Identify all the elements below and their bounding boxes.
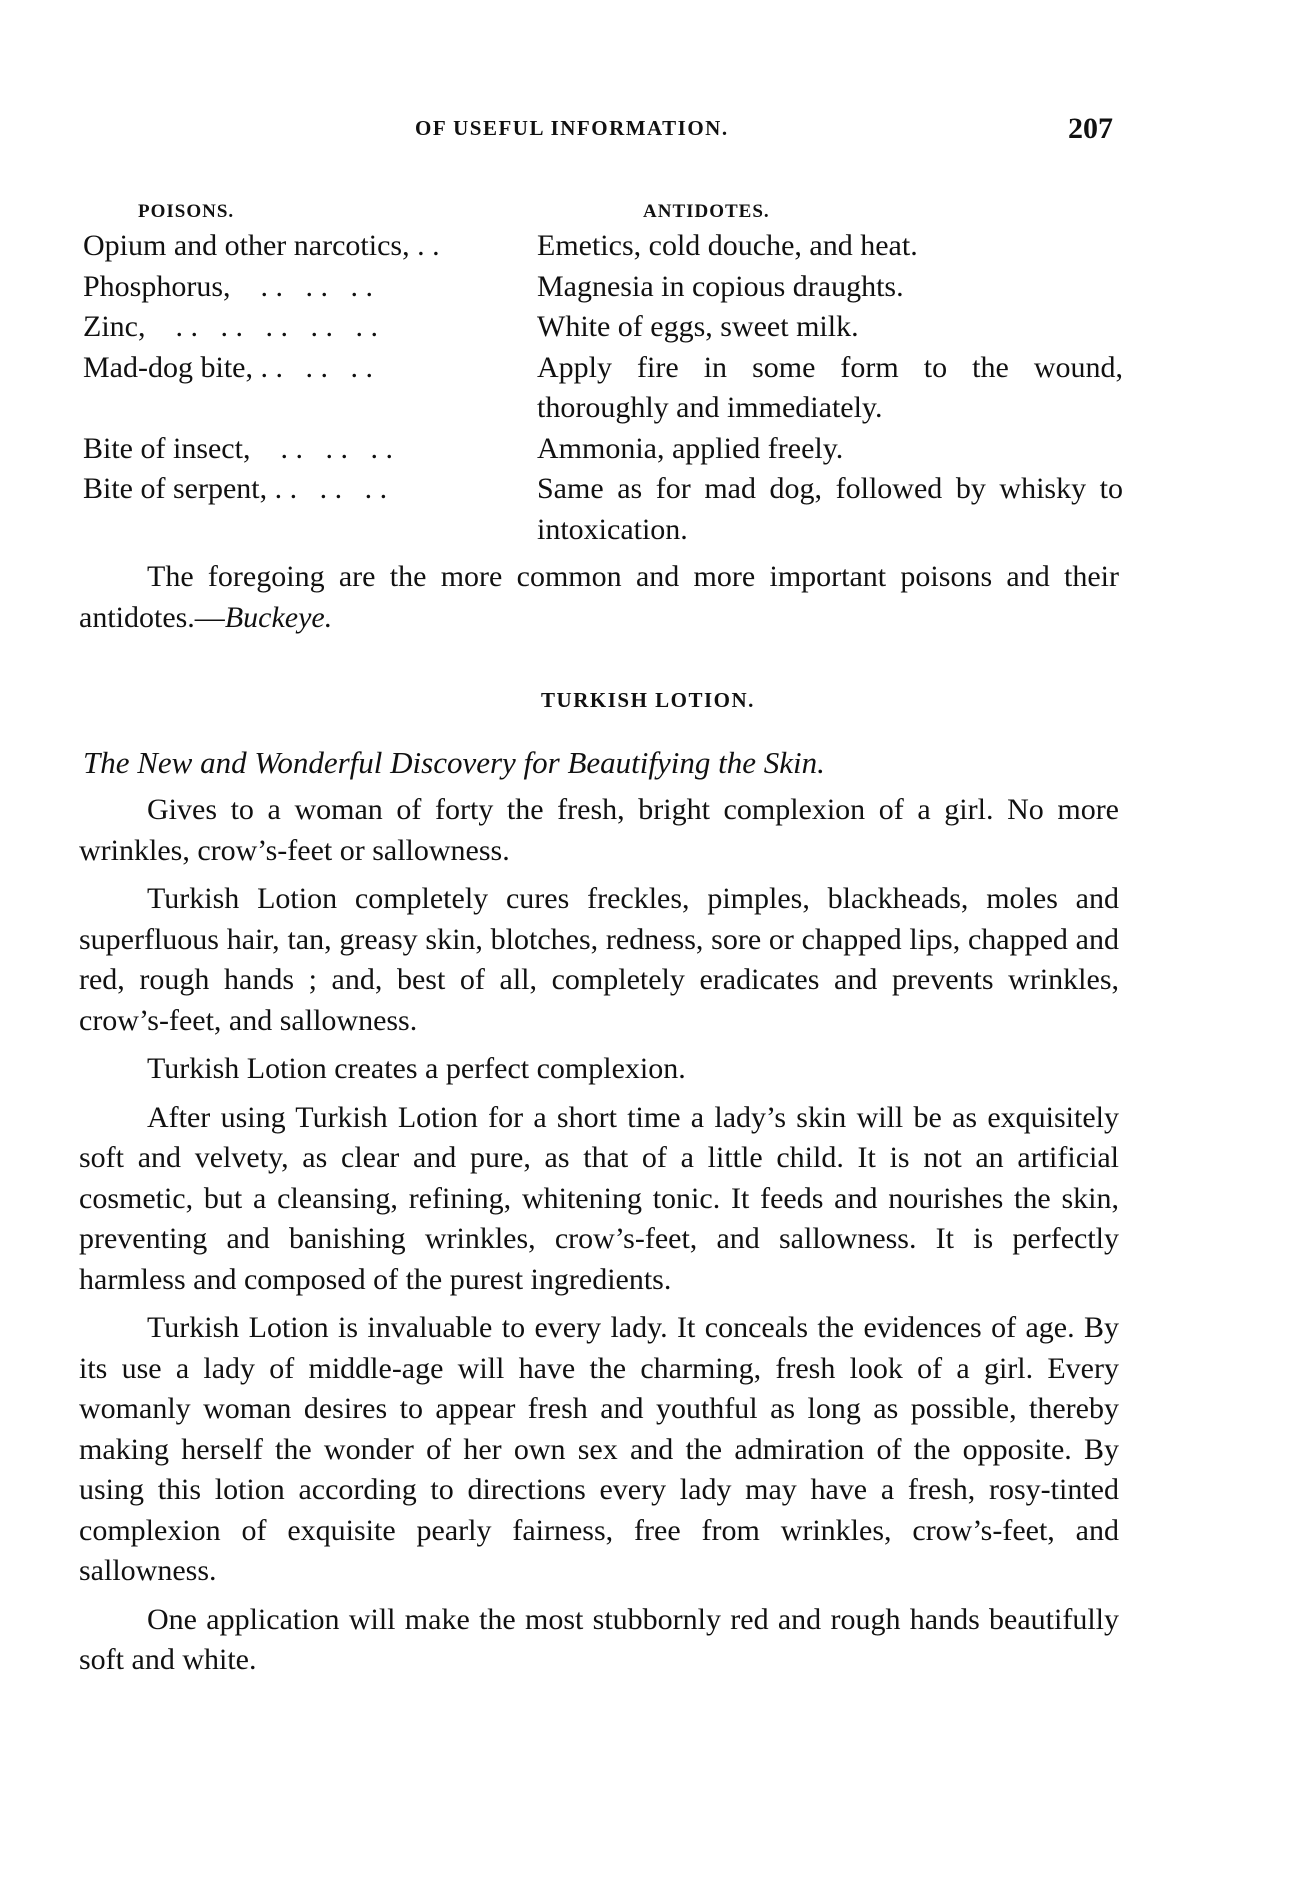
page-number: 207 xyxy=(1068,112,1113,145)
body-paragraph: Turkish Lotion creates a perfect complexion. xyxy=(147,1052,686,1085)
antidote-text: White of eggs, sweet milk. xyxy=(537,310,859,343)
closing-paragraph-block xyxy=(79,557,1119,638)
body-paragraph: Turkish Lotion completely cures freckles, pimples, blackheads, moles and superfluous hair, tan, greasy skin, blotches, redness, sore or chapped lips, chapped and red, rough hands ; and, best of all, completely eradicates and prevents wrinkles, crow’s-feet, and sallowness. xyxy=(79,882,1119,1037)
antidote-text: Emetics, cold douche, and heat. xyxy=(537,229,918,262)
poison-name: Opium and other narcotics, . . xyxy=(83,229,440,262)
antidote-text: Same as for mad dog, followed by whisky to intoxication. xyxy=(537,472,1123,546)
poison-name: Zinc, . . . . . . . . . . xyxy=(83,310,378,343)
table-row xyxy=(83,469,1123,550)
antidote-text: Apply fire in some form to the wound, thoroughly and immediately. xyxy=(537,350,1123,424)
poison-name: Bite of serpent, . . . . . . xyxy=(83,472,388,505)
running-head: OF USEFUL INFORMATION. xyxy=(415,116,729,140)
poison-name: Mad-dog bite, . . . . . . xyxy=(83,350,373,384)
body-paragraph: Turkish Lotion is invaluable to every lady. It conceals the evidences of age. By its use a lady of middle-age will have the charming, fresh look of a girl. Every womanly woman desires to appear fresh and youthful as long as possible, thereby making herself the wonder of her own sex and the admiration of the opposite. By using this lotion according to directions every lady may have a fresh, rosy-tinted complexion of exquisite pearly fairness, free from wrinkles, crow’s-feet, and sallowness. xyxy=(79,1311,1119,1587)
antidote-text: Ammonia, applied freely. xyxy=(537,431,844,465)
antidote-text: Magnesia in copious draughts. xyxy=(537,269,904,303)
poisons-antidotes-table xyxy=(83,188,1123,550)
body-paragraph: After using Turkish Lotion for a short time a lady’s skin will be as exquisitely soft and velvety, as clear and pure, as that of a little child. It is not an artificial cosmetic, but a cleansing, refining, whitening tonic. It feeds and nourishes the skin, preventing and banishing wrinkles, crow’s-feet, and sallowness. It is perfectly harmless and composed of the purest ingredients. xyxy=(79,1100,1119,1296)
table-row xyxy=(83,307,1123,348)
section-title: TURKISH LOTION. xyxy=(541,688,755,712)
closing-text: The foregoing are the more common and more important poisons and their antidotes.— xyxy=(79,560,1119,634)
antidotes-column-heading: ANTIDOTES. xyxy=(643,201,770,222)
article-body xyxy=(79,790,1119,1681)
closing-credit: Buckeye. xyxy=(224,600,333,634)
table-row xyxy=(83,267,1123,308)
closing-paragraph xyxy=(79,557,1119,638)
body-paragraph: Gives to a woman of forty the fresh, bright complexion of a girl. No more wrinkles, crow’s-feet or sallowness. xyxy=(79,793,1119,867)
table-column-headings xyxy=(83,188,1123,226)
section-subtitle: The New and Wonderful Discovery for Beautifying the Skin. xyxy=(83,745,825,780)
table-row xyxy=(83,226,1123,267)
table-row xyxy=(83,429,1123,470)
poison-name: Bite of insect, . . . . . . xyxy=(83,431,393,465)
table-row xyxy=(83,348,1123,429)
body-paragraph: One application will make the most stubbornly red and rough hands beautifully soft and white. xyxy=(79,1602,1119,1676)
poison-name: Phosphorus, . . . . . . xyxy=(83,269,374,303)
poisons-column-heading: POISONS. xyxy=(138,201,235,222)
